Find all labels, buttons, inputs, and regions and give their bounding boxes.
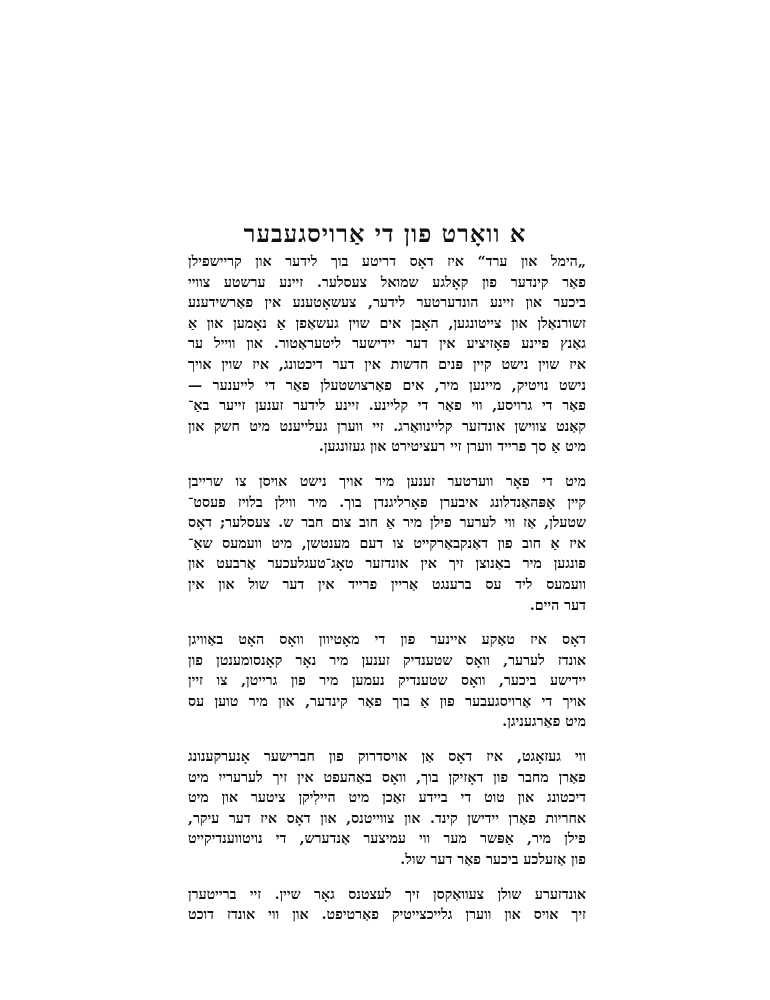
- text-line: פונגען מיר באַנוצן זיך אין אונדזער טאָג־טעגלעכער אַרבעט און: [188, 556, 586, 573]
- text-line: איז אַ חוב פון דאַנקבאַרקייט צו דעם מענטשן, מיט וועמעס שאַ־: [188, 535, 586, 552]
- text-line: גאַנץ פיינע פּאָזיציע אין דער יידישער ליטעראַטור. און ווייל ער: [188, 336, 586, 353]
- text-line: וועמעס ליד עס ברענגט אַריין פרייד אין דער שול און אין: [188, 576, 586, 593]
- paragraph: [188, 252, 586, 458]
- paragraph: [188, 630, 586, 733]
- text-line: אויך די אַרויסגעבער פון אַ בוך פאַר קינדער, און מיר טוען עס: [188, 693, 586, 710]
- text-line: ווי געזאָגט, איז דאָס אַן אויסדרוק פון חברישער אָנערקענונג: [188, 749, 586, 766]
- text-line: דאָס איז טאַקע איינער פון די מאָטיוון וואָס האָט באַוויגן: [188, 632, 586, 649]
- text-line: פון אַזעלכע ביכער פאַר דער שול.: [400, 852, 586, 869]
- text-line: „הימל און ערד“ איז דאָס דריטע בוך לידער און קריישפילן: [188, 254, 586, 270]
- text-line: דיכטונג און טוט די ביידע זאַכן מיט היילִיקן ציטער און מיט: [188, 790, 586, 807]
- body-text: [188, 252, 586, 940]
- text-line: זשורנאַלן און צייטונגען, האָבן אים שוין געשאַפן אַ נאָמען און אַ: [188, 315, 586, 332]
- text-line: קאַנט צווישן אונדזער קליינוואַרג. זיי ווערן געלייענט מיט חשק און: [188, 418, 586, 435]
- text-line: אחריות פאַרן יידישן קינד. און צווייטנס, און דאָס איז דער עיקר,: [188, 810, 586, 827]
- paragraph: [188, 747, 586, 871]
- text-line: זיך אויס און ווערן גלייכצייטיק פאַרטיפט. און ווי אונדז דוכט: [188, 907, 586, 924]
- text-line: אונדז לערער, וואָס שטענדיק זענען מיר נאָר קאָנסומענטן פון: [188, 652, 586, 669]
- text-line: יידישע ביכער, וואָס שטענדיק נעמען מיר פון גרייטן, צו זיין: [188, 673, 586, 690]
- text-line: איז שוין נישט קיין פּנים חדשות אין דער דיכטונג, איז שוין אויך: [188, 356, 586, 373]
- text-line: קיין אָפּהאַנדלונג איבערן פאָרליגנדן בוך. מיר ווילן בלויז פעסט־: [188, 494, 586, 511]
- text-line: מיט פאַרגעניגן.: [502, 714, 586, 731]
- text-line: נישט נויטיק, מיינען מיר, אים פאַרצושטעלן פאַר די לייענער —: [188, 377, 586, 394]
- text-line: דער היים.: [529, 597, 586, 614]
- text-line: פילן מיר, אַפּשר מער ווי עמיצער אַנדערש, די נויטווענדיקייט: [188, 831, 586, 848]
- text-line: מיט די פאָר ווערטער זענען מיר אויך נישט אויסן צו שרייבן: [188, 473, 586, 490]
- text-line: מיט אַ סך פרייד ווערן זיי רעציטירט און געזונגען.: [318, 439, 586, 456]
- text-line: פאַר קינדער פון קאָלגע שמואל צעסלער. זיינע ערשטע צוויי: [188, 274, 586, 291]
- text-line: שטעלן, אַז ווי לערער פילן מיר אַ חוב צום חבר ש. צעסלער; דאָס: [188, 515, 586, 532]
- text-line: פאַר די גרויסע, ווי פאַר די קליינע. זיינע לידער זענען זייער באַ־: [188, 398, 586, 415]
- page-title: א וואָרט פון די אַרויסגעבער: [243, 219, 527, 249]
- text-line: אונדזערע שולן צעוואַקסן זיך לעצטנס גאָר שיין. זיי ברייטערן: [188, 886, 586, 903]
- paragraph: [188, 885, 586, 926]
- paragraph: [188, 472, 586, 616]
- text-line: פאַרן מחבר פון דאָזיקן בוך, וואָס באַהעפט אין זיך לערערייִ מיט: [188, 769, 586, 786]
- text-line: ביכער און זיינע הונדערטער לידער, צעשאָטענע אין פאַרשידענע: [188, 295, 586, 312]
